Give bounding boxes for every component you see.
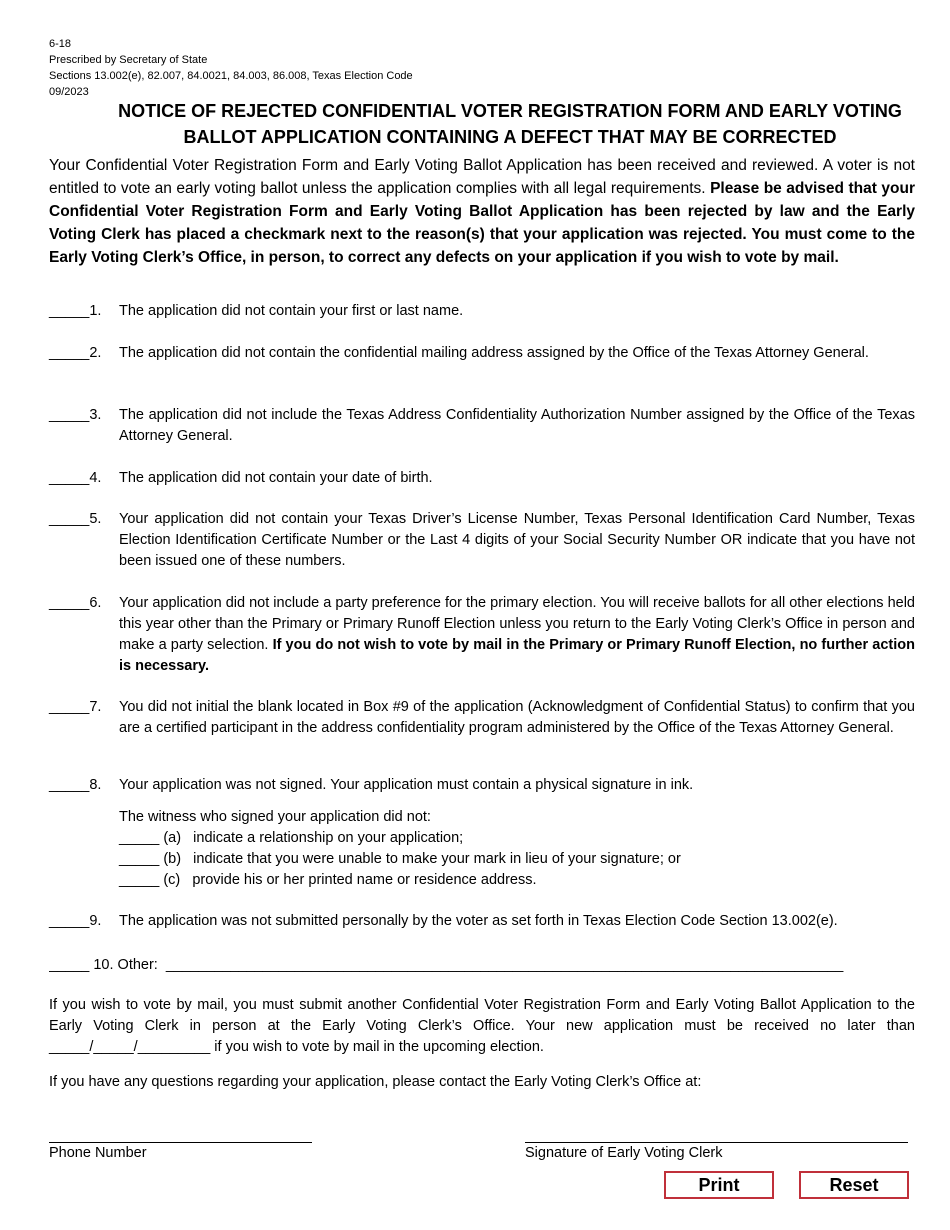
prescribed-by: Prescribed by Secretary of State	[49, 54, 208, 66]
witness-section	[119, 807, 915, 891]
intro-text: Your Confidential Voter Registration Form and Early Voting Ballot Application has been received and reviewed. A voter is not entitled to vote an early voting ballot unless the application complies with all legal requirements.	[49, 157, 915, 197]
reason-item-2	[49, 343, 915, 364]
reason-item-6	[49, 593, 915, 677]
code-sections: Sections 13.002(e), 82.007, 84.0021, 84.003, 86.008, Texas Election Code	[49, 70, 413, 82]
reason-item-5	[49, 509, 915, 572]
resubmit-paragraph	[49, 995, 915, 1058]
reason-checkbox-blank[interactable]: _____2.	[49, 345, 102, 361]
title-line-2: BALLOT APPLICATION CONTAINING A DEFECT THAT MAY BE CORRECTED	[183, 127, 837, 147]
reason-checkbox-blank[interactable]: _____5.	[49, 511, 102, 527]
reason-item-7	[49, 697, 915, 739]
questions-paragraph: If you have any questions regarding your application, please contact the Early Voting Clerk’s Office at:	[49, 1074, 702, 1090]
clerk-signature-line[interactable]	[525, 1142, 908, 1143]
reason-text-normal: Your application did not include a party preference for the primary election. You will receive ballots for all other elections held this year other than the Primary or Primary Runoff Election unless you return to the Early Voting Clerk’s Office in person and make a party selection.	[119, 595, 915, 653]
reason-checkbox-blank[interactable]: _____4.	[49, 470, 102, 486]
reason-text: The application did not contain the confidential mailing address assigned by the Office of the Texas Attorney General.	[119, 345, 869, 361]
reason-checkbox-blank[interactable]: _____1.	[49, 303, 102, 319]
reason-text: Your application was not signed. Your application must contain a physical signature in ink.	[119, 777, 694, 793]
intro-bold-text: Please be advised that your Confidential Voter Registration Form and Early Voting Ballot Application has been rejected by law and the Early Voting Clerk has placed a checkmark next to the reason(s) that your application was rejected. You must come to the Early Voting Clerk’s Office, in person, to correct any defects on your application if you wish to vote by mail.	[49, 180, 915, 266]
reset-button[interactable]: Reset	[799, 1171, 909, 1199]
witness-option-c[interactable]: _____ (c) provide his or her printed name or residence address.	[119, 872, 537, 888]
clerk-signature-label: Signature of Early Voting Clerk	[525, 1145, 723, 1161]
page-title	[100, 98, 920, 150]
reason-text	[119, 593, 915, 677]
reason-item-4	[49, 468, 915, 489]
reason-text: The application did not contain your date of birth.	[119, 470, 433, 486]
reason-text: The application did not contain your first or last name.	[119, 303, 464, 319]
witness-intro: The witness who signed your application did not:	[119, 809, 431, 825]
reason-checkbox-blank[interactable]: _____7.	[49, 699, 102, 715]
reason-checkbox-blank[interactable]: _____3.	[49, 407, 102, 423]
witness-option-a[interactable]: _____ (a) indicate a relationship on your application;	[119, 830, 464, 846]
reason-checkbox-blank[interactable]: _____8.	[49, 777, 102, 793]
reason-text: The application was not submitted personally by the voter as set forth in Texas Election Code Section 13.002(e).	[119, 913, 838, 929]
witness-option-b[interactable]: _____ (b) indicate that you were unable to make your mark in lieu of your signature; or	[119, 851, 681, 867]
form-number: 6-18	[49, 38, 72, 50]
reason-text: You did not initial the blank located in Box #9 of the application (Acknowledgment of Confidential Status) to confirm that you are a certified participant in the address confidentiality program administered by the Office of the Texas Attorney General.	[119, 699, 915, 736]
reason-text-bold: If you do not wish to vote by mail in the Primary or Primary Runoff Election, no further action is necessary.	[119, 637, 915, 674]
reason-checkbox-blank[interactable]: _____9.	[49, 913, 102, 929]
phone-number-line[interactable]	[49, 1142, 312, 1143]
print-button[interactable]: Print	[664, 1171, 774, 1199]
resubmit-tail: if you wish to vote by mail in the upcoming election.	[210, 1039, 544, 1055]
reason-text: The application did not include the Texas Address Confidentiality Authorization Number assigned by the Office of the Texas Attorney General.	[119, 407, 915, 444]
reason-item-8	[49, 775, 915, 891]
reason-checkbox-blank[interactable]: _____6.	[49, 595, 102, 611]
revision-date: 09/2023	[49, 86, 89, 98]
title-line-1: NOTICE OF REJECTED CONFIDENTIAL VOTER REGISTRATION FORM AND EARLY VOTING	[118, 101, 902, 121]
reason-text: Your application did not contain your Texas Driver’s License Number, Texas Personal Identification Card Number, Texas Election Identification Certificate Number or the Last 4 digits of your Social Security Number OR indicate that you have not been issued one of these numbers.	[119, 511, 915, 569]
deadline-date-blank[interactable]: _____/_____/_________	[49, 1039, 211, 1055]
phone-number-label: Phone Number	[49, 1145, 147, 1161]
reason-item-3	[49, 405, 915, 447]
reason-item-1	[49, 301, 915, 322]
resubmit-text: If you wish to vote by mail, you must submit another Confidential Voter Registration Form and Early Voting Ballot Application to the Early Voting Clerk in person at the Early Voting Clerk’s Office. Your new application must be received no later than	[49, 997, 915, 1034]
intro-paragraph	[49, 154, 915, 269]
form-header	[49, 36, 413, 100]
other-reason-line[interactable]: _____ 10. Other: ____________________________________________________________________________________	[49, 957, 844, 973]
reason-item-9	[49, 911, 915, 932]
